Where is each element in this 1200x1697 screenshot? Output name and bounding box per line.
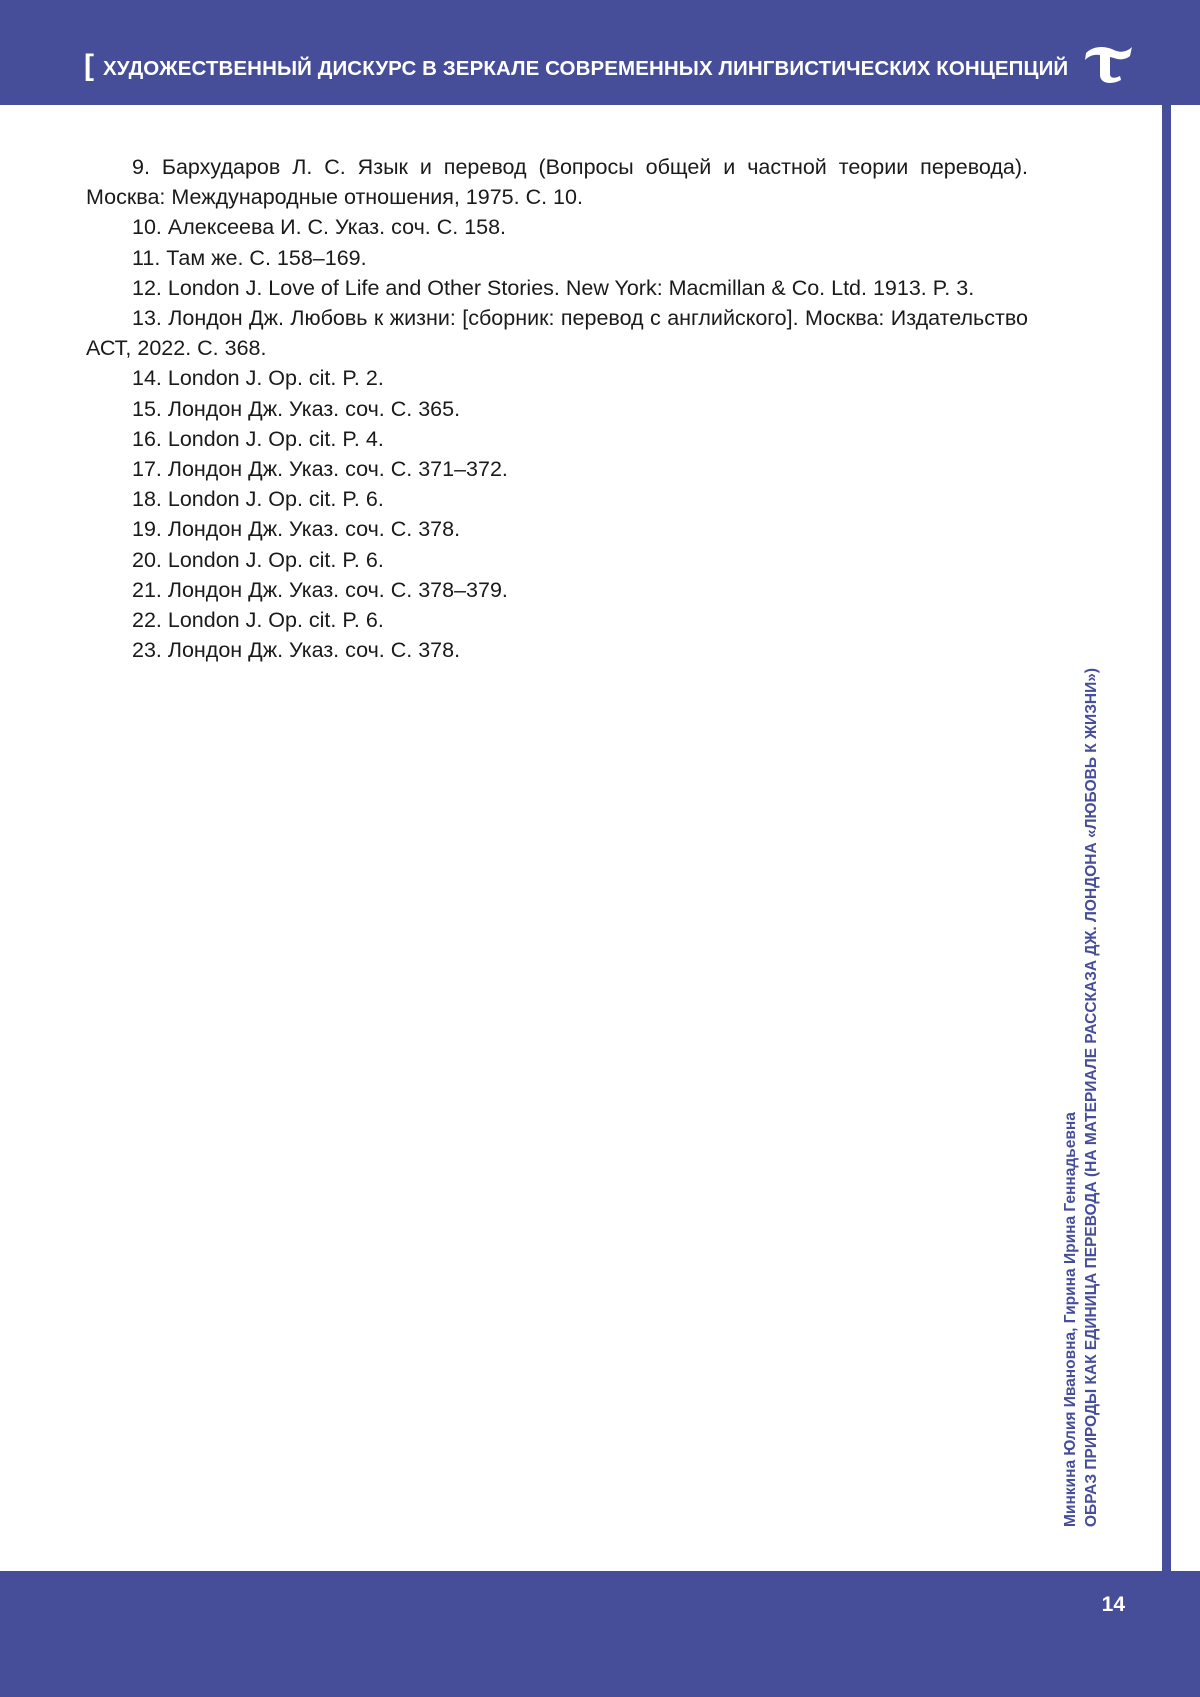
journal-section-title: ХУДОЖЕСТВЕННЫЙ ДИСКУРС В ЗЕРКАЛЕ СОВРЕМЕННЫХ ЛИНГВИСТИЧЕСКИХ КОНЦЕПЦИЙ bbox=[103, 57, 1069, 80]
article-title: ОБРАЗ ПРИРОДЫ КАК ЕДИНИЦА ПЕРЕВОДА (НА МАТЕРИАЛЕ РАССКАЗА ДЖ. ЛОНДОНА «ЛЮБОВЬ К ЖИЗНИ») bbox=[1083, 667, 1100, 1527]
reference-item: 22. London J. Op. cit. P. 6. bbox=[132, 608, 384, 633]
reference-item: 12. London J. Love of Life and Other Stories. New York: Macmillan & Co. Ltd. 1913. P. 3. bbox=[132, 275, 975, 300]
reference-item: 15. Лондон Дж. Указ. соч. С. 365. bbox=[132, 396, 461, 421]
header-bracket: [ bbox=[84, 49, 94, 82]
reference-item: 10. Алексеева И. С. Указ. соч. С. 158. bbox=[132, 215, 507, 240]
article-authors: Минкина Юлия Ивановна, Гирина Ирина Геннадьевна bbox=[1062, 1112, 1079, 1527]
page-header bbox=[0, 0, 1200, 105]
reference-item: 19. Лондон Дж. Указ. соч. С. 378. bbox=[132, 517, 461, 542]
reference-list bbox=[86, 152, 1028, 665]
reference-item: 11. Там же. С. 158–169. bbox=[132, 245, 367, 270]
reference-item: 17. Лондон Дж. Указ. соч. С. 371–372. bbox=[132, 457, 508, 482]
reference-item: 13. Лондон Дж. Любовь к жизни: [сборник: перевод с английского]. Москва: Издательство АСТ, 2022. С. 368. bbox=[86, 306, 1028, 361]
reference-item: 20. London J. Op. cit. P. 6. bbox=[132, 547, 384, 572]
reference-item: 9. Бархударов Л. С. Язык и перевод (Вопросы общей и частной теории перевода). Москва: Международные отношения, 1975. С. 10. bbox=[86, 155, 1028, 210]
article-sidebar bbox=[1060, 668, 1102, 1527]
reference-item: 21. Лондон Дж. Указ. соч. С. 378–379. bbox=[132, 577, 508, 602]
right-margin-stripe bbox=[1162, 105, 1171, 1571]
reference-item: 18. London J. Op. cit. P. 6. bbox=[132, 487, 384, 512]
reference-item: 23. Лондон Дж. Указ. соч. С. 378. bbox=[132, 638, 461, 663]
page-number: 14 bbox=[1101, 1593, 1125, 1616]
page-footer bbox=[0, 1571, 1200, 1697]
reference-item: 16. London J. Op. cit. P. 4. bbox=[132, 426, 384, 451]
journal-t-logo-icon bbox=[1084, 44, 1134, 84]
reference-item: 14. London J. Op. cit. P. 2. bbox=[132, 366, 384, 391]
